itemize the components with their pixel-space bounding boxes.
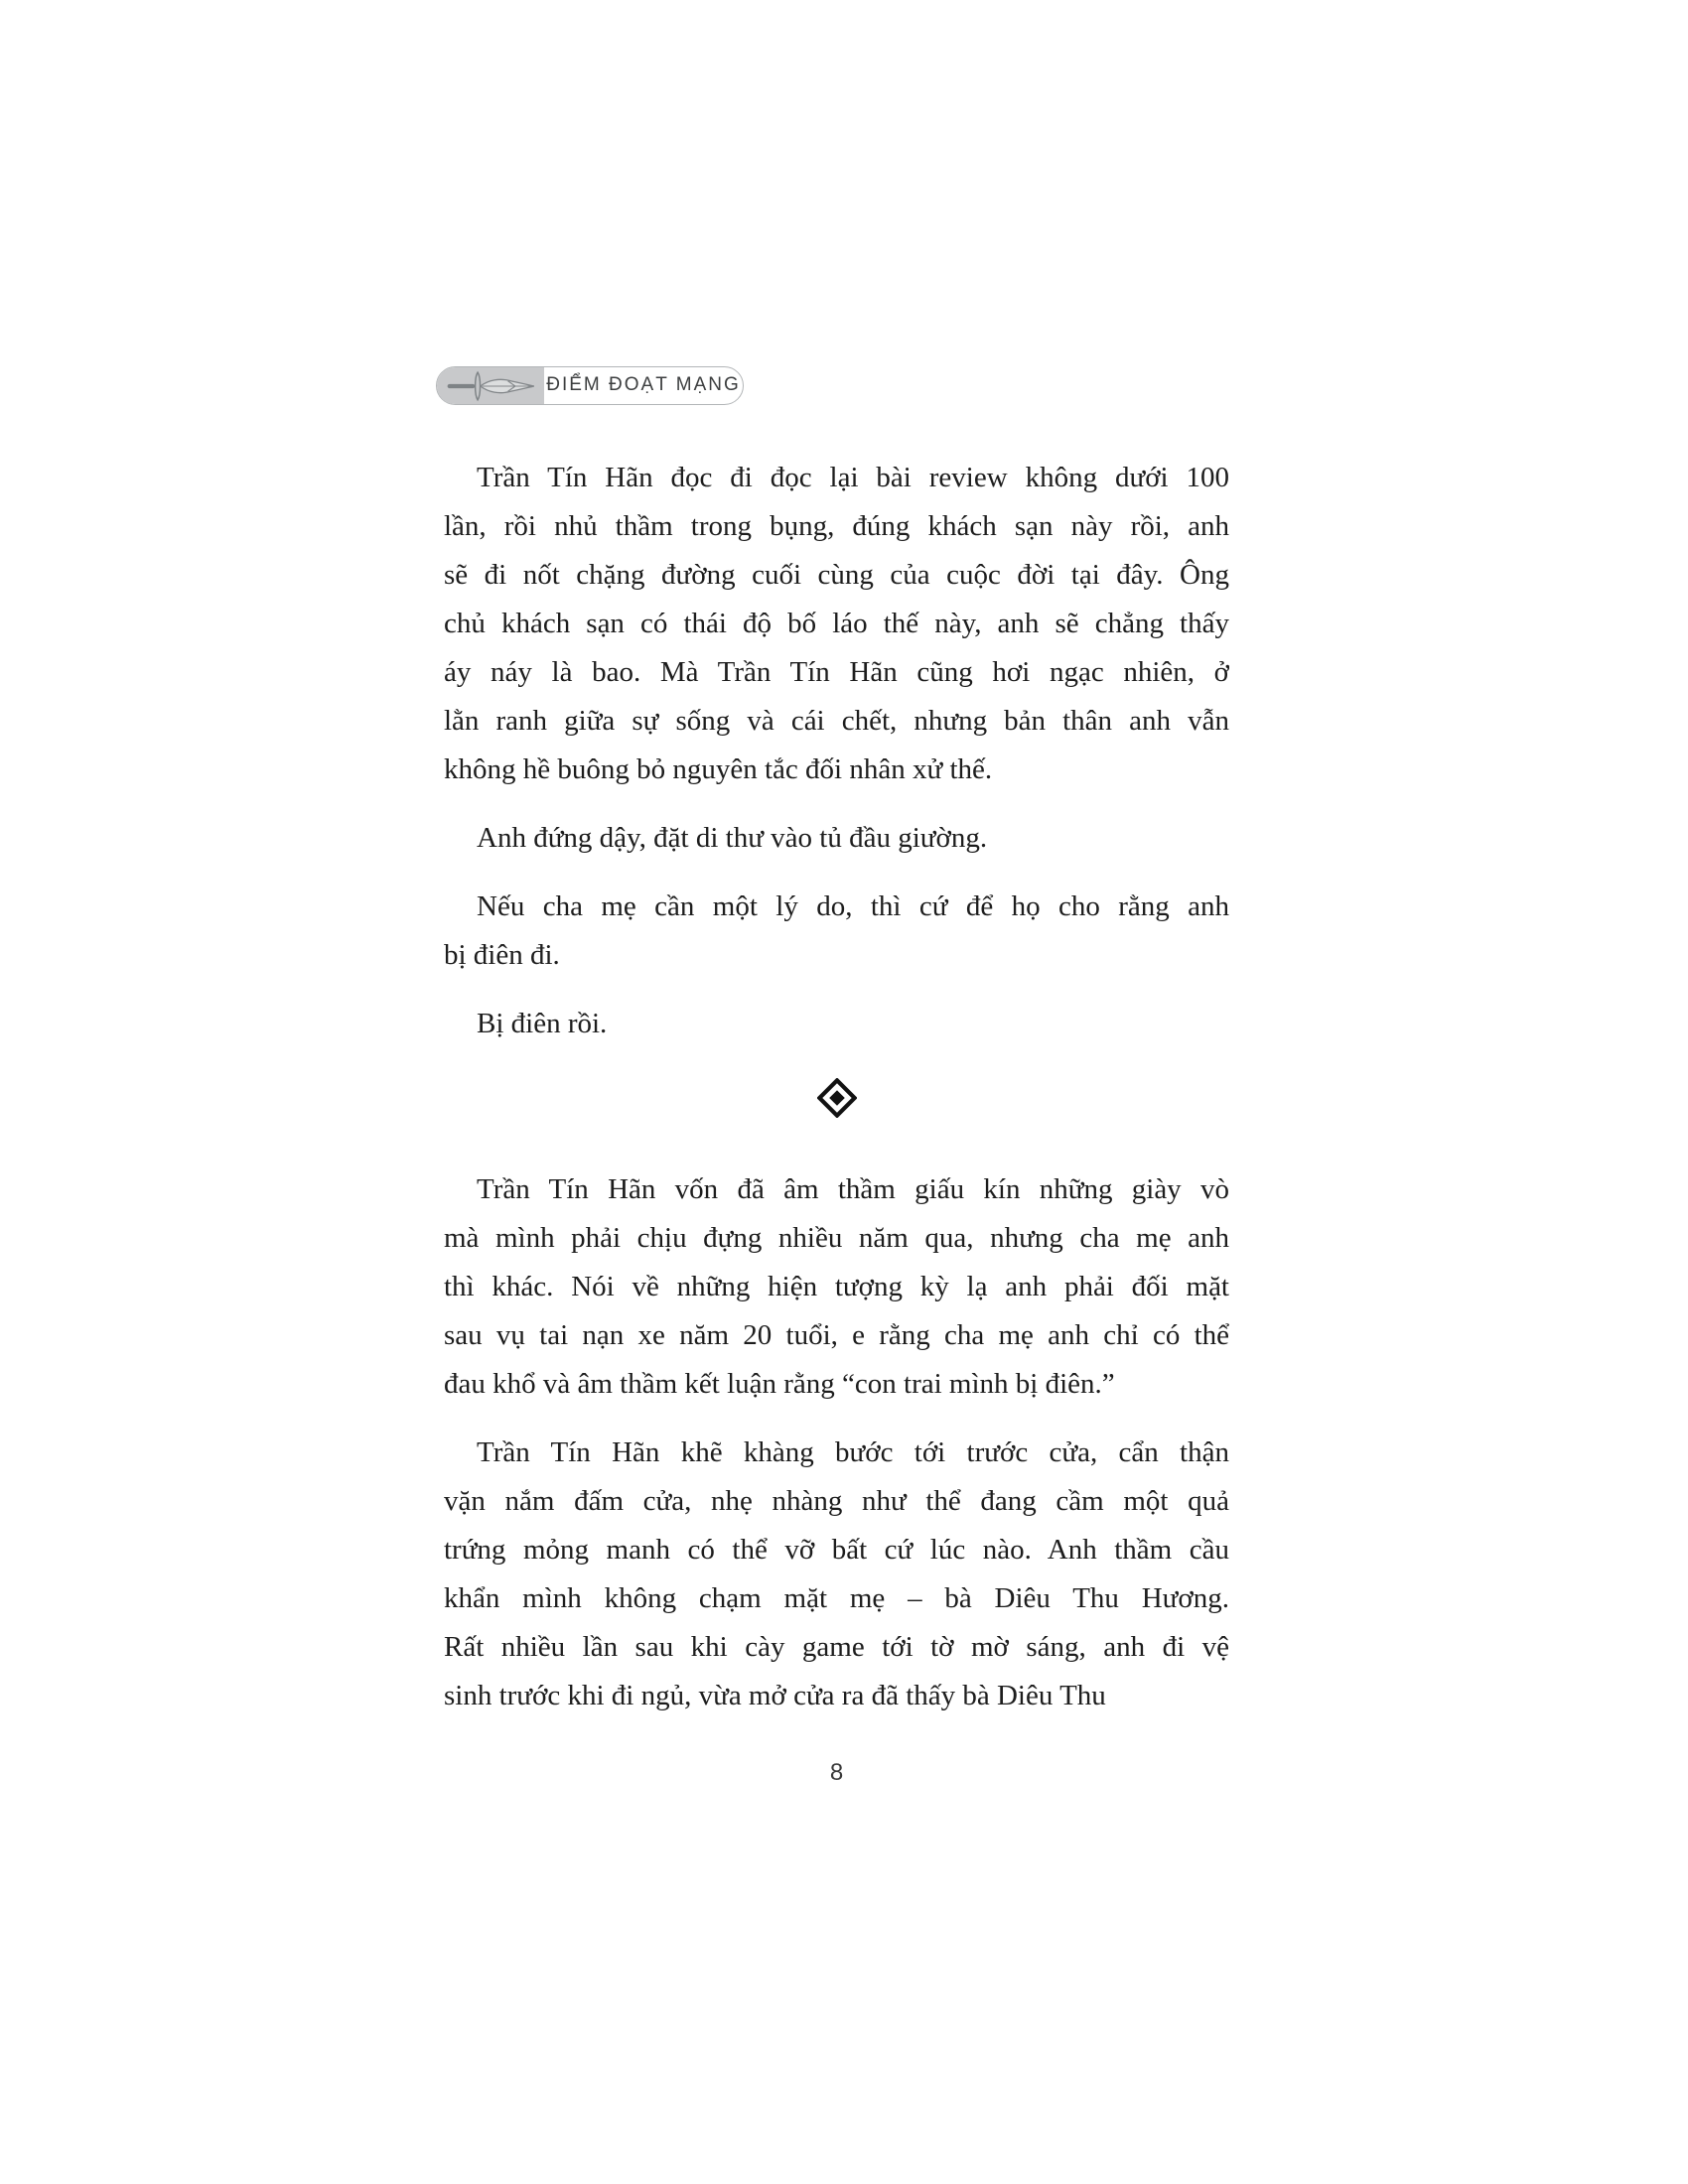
text-line: Nếu cha mẹ cần một lý do, thì cứ để họ cho rằng anh (477, 890, 1229, 922)
text-line: sau vụ tai nạn xe năm 20 tuổi, e rằng cha mẹ anh chỉ có thể (444, 1319, 1229, 1351)
book-title-label: ĐIỂM ĐOẠT MẠNG (546, 374, 741, 395)
text-line: Trần Tín Hãn khẽ khàng bước tới trước cửa, cẩn thận (477, 1436, 1229, 1468)
diamond-ornament-icon (817, 1078, 857, 1118)
text-line: Rất nhiều lần sau khi cày game tới tờ mờ sáng, anh đi vệ (444, 1631, 1229, 1663)
text-line: lần, rồi nhủ thầm trong bụng, đúng khách sạn này rồi, anh (444, 510, 1229, 542)
text-line: Trần Tín Hãn vốn đã âm thầm giấu kín những giày vò (477, 1173, 1229, 1205)
paragraph (444, 883, 1229, 980)
text-line: Trần Tín Hãn đọc đi đọc lại bài review không dưới 100 (477, 462, 1229, 493)
text-line: thì khác. Nói về những hiện tượng kỳ lạ anh phải đối mặt (444, 1271, 1229, 1302)
text-line: lằn ranh giữa sự sống và cái chết, nhưng bản thân anh vẫn (444, 705, 1229, 737)
paragraph (444, 814, 1229, 863)
text-line: sẽ đi nốt chặng đường cuối cùng của cuộc đời tại đây. Ông (444, 559, 1229, 591)
paragraph (444, 1000, 1229, 1048)
body-blocks (444, 454, 1229, 1740)
title-badge (436, 366, 744, 405)
sword-icon (437, 367, 544, 404)
text-line: chủ khách sạn có thái độ bố láo thế này, anh sẽ chẳng thấy (444, 608, 1229, 639)
text-line: đau khổ và âm thầm kết luận rằng “con trai mình bị điên.” (444, 1368, 1115, 1400)
chapter-header (436, 366, 744, 405)
text-line: vặn nắm đấm cửa, nhẹ nhàng như thể đang cầm một quả (444, 1485, 1229, 1517)
paragraph (444, 1429, 1229, 1720)
text-line: bị điên đi. (444, 939, 560, 971)
text-line: sinh trước khi đi ngủ, vừa mở cửa ra đã thấy bà Diêu Thu (444, 1680, 1106, 1711)
section-break (444, 1078, 1229, 1118)
text-line: mà mình phải chịu đựng nhiều năm qua, nhưng cha mẹ anh (444, 1222, 1229, 1254)
text-line: áy náy là bao. Mà Trần Tín Hãn cũng hơi ngạc nhiên, ở (444, 656, 1229, 688)
paragraph (444, 454, 1229, 794)
text-line: Anh đứng dậy, đặt di thư vào tủ đầu giường. (477, 822, 988, 854)
text-line: Bị điên rồi. (477, 1008, 608, 1039)
text-line: khẩn mình không chạm mặt mẹ – bà Diêu Thu Hương. (444, 1582, 1229, 1614)
page-footer (444, 1759, 1229, 1787)
text-line: không hề buông bỏ nguyên tắc đối nhân xử thế. (444, 753, 993, 785)
page-number: 8 (829, 1759, 844, 1786)
text-line: trứng mỏng manh có thể vỡ bất cứ lúc nào. Anh thầm cầu (444, 1534, 1229, 1566)
paragraph (444, 1165, 1229, 1409)
